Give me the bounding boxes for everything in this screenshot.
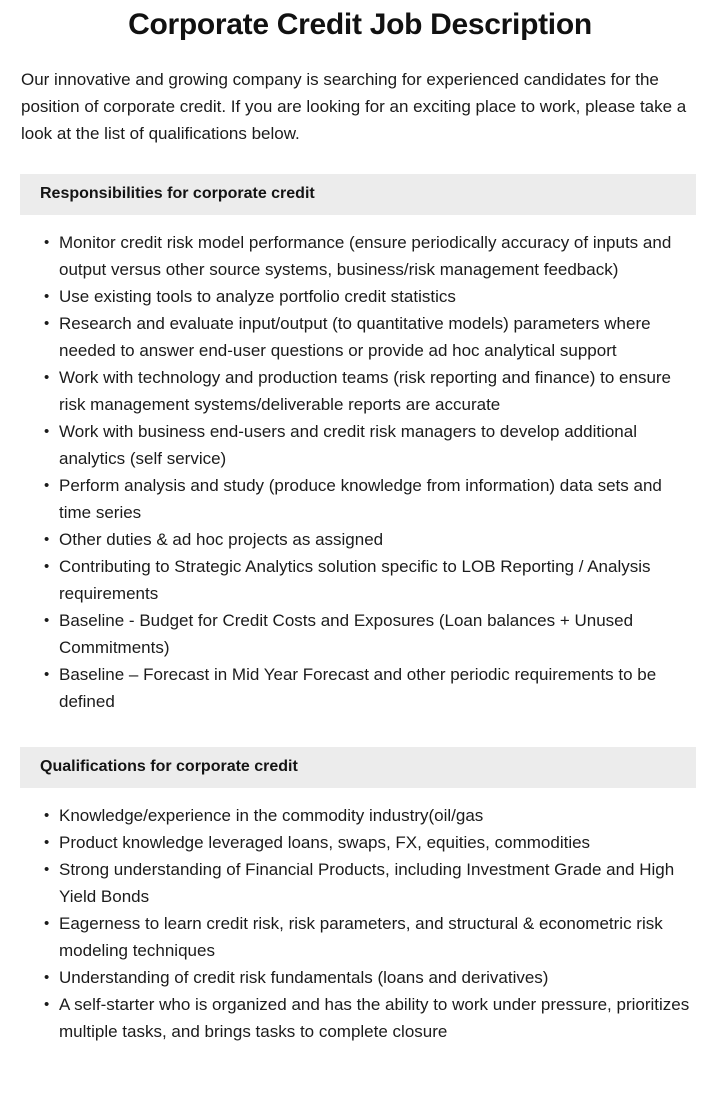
list-item: • Perform analysis and study (produce knowledge from information) data sets and time series <box>44 472 698 526</box>
list-item: • Baseline - Budget for Credit Costs and Exposures (Loan balances + Unused Commitments) <box>44 607 698 661</box>
list-item: • Knowledge/experience in the commodity industry(oil/gas <box>44 802 698 829</box>
list-item: • Contributing to Strategic Analytics solution specific to LOB Reporting / Analysis requirements <box>44 553 698 607</box>
section-heading-qualifications: Qualifications for corporate credit <box>40 758 298 775</box>
bottom-spacer <box>0 1047 720 1065</box>
list-item: • Other duties & ad hoc projects as assigned <box>44 526 698 553</box>
list-item: • Eagerness to learn credit risk, risk parameters, and structural & econometric risk modeling techniques <box>44 910 698 964</box>
page-title: Corporate Credit Job Description <box>128 8 592 41</box>
section-heading-responsibilities: Responsibilities for corporate credit <box>40 185 315 202</box>
responsibilities-list <box>0 229 720 715</box>
section-body-qualifications <box>0 802 720 1047</box>
section-header-band-responsibilities <box>20 174 696 215</box>
qualifications-list <box>0 802 720 1045</box>
list-item: • A self-starter who is organized and has the ability to work under pressure, prioritizes multiple tasks, and brings tasks to complete closure <box>44 991 698 1045</box>
list-item: • Research and evaluate input/output (to quantitative models) parameters where needed to answer end-user questions or provide ad hoc analytical support <box>44 310 698 364</box>
section-header-band-qualifications <box>20 747 696 788</box>
list-item: • Strong understanding of Financial Products, including Investment Grade and High Yield Bonds <box>44 856 698 910</box>
list-item: • Use existing tools to analyze portfolio credit statistics <box>44 283 698 310</box>
section-qualifications <box>0 747 720 1047</box>
section-body-responsibilities <box>0 229 720 717</box>
list-item: • Product knowledge leveraged loans, swaps, FX, equities, commodities <box>44 829 698 856</box>
list-item: • Understanding of credit risk fundamentals (loans and derivatives) <box>44 964 698 991</box>
intro-paragraph: Our innovative and growing company is searching for experienced candidates for the position of corporate credit. If you are looking for an exciting place to work, please take a look at the list of qualifications below. <box>21 70 687 143</box>
list-item: • Work with business end-users and credit risk managers to develop additional analytics (self service) <box>44 418 698 472</box>
list-item: • Work with technology and production teams (risk reporting and finance) to ensure risk management systems/deliverable reports are accurate <box>44 364 698 418</box>
list-item: • Baseline – Forecast in Mid Year Forecast and other periodic requirements to be defined <box>44 661 698 715</box>
list-item: • Monitor credit risk model performance (ensure periodically accuracy of inputs and output versus other source systems, business/risk management feedback) <box>44 229 698 283</box>
section-responsibilities <box>0 174 720 717</box>
